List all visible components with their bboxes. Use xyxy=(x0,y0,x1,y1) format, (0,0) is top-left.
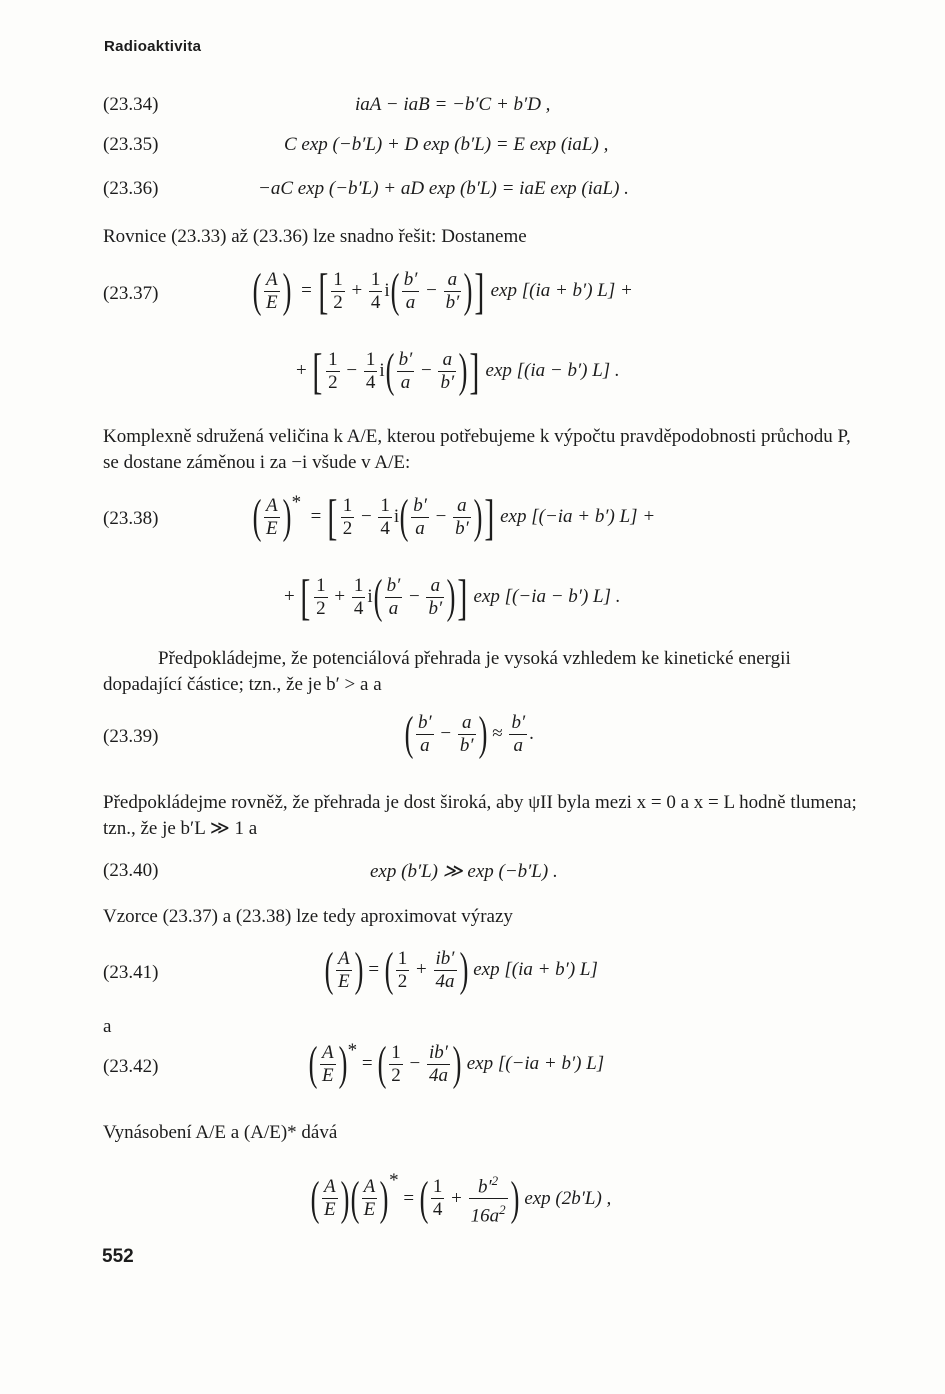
equation-23-35: C exp (−b′L) + D exp (b′L) = E exp (iaL) , xyxy=(284,134,609,155)
paragraph: Komplexně sdružená veličina k A/E, kterou potřebujeme k výpočtu pravděpodobnosti průchodu P, se dostane záměnou i za −i všude v A/E: xyxy=(103,426,851,473)
equation-23-40: exp (b′L) ≫ exp (−b′L) . xyxy=(370,861,558,882)
paragraph: Předpokládejme rovněž, že přehrada je dost široká, aby ψII byla mezi x = 0 a x = L hodně tlumena; tzn., že je b′L ≫ 1 a xyxy=(103,792,857,839)
paragraph: Vynásobení A/E a (A/E)* dává xyxy=(103,1122,338,1143)
equation-number: (23.38) xyxy=(103,508,159,529)
equation-23-37-line-1: ( $\frac{A}{E}$ ) = [ $\frac{1}{2}$ + $\frac{1}{4}$ i( $\frac{b'}{a}$ − $\frac{a}{b'}$ )] exp [(ia + b′) L] + xyxy=(252,263,633,319)
paragraph: a xyxy=(103,1016,112,1037)
equation-number: (23.37) xyxy=(103,283,159,304)
running-header: Radioaktivita xyxy=(104,38,202,55)
equation-number: (23.41) xyxy=(103,962,159,983)
equation-product: ( $\frac{A}{E}$ )( $\frac{A}{E}$ )* = ( $\frac{1}{4}$ + $\frac{b'^2}{16a^2}$ ) exp (2b′L) , xyxy=(310,1170,612,1227)
equation-number: (23.40) xyxy=(103,860,159,881)
paragraph: Rovnice (23.33) až (23.36) lze snadno řešit: Dostaneme xyxy=(103,226,527,247)
page-number: 552 xyxy=(102,1246,134,1267)
equation-number: (23.34) xyxy=(103,94,159,115)
equation-23-38-line-2: + [ $\frac{1}{2}$ + $\frac{1}{4}$ i( $\frac{b'}{a}$ − $\frac{a}{b'}$ )] exp [(−ia − b′) L] . xyxy=(284,569,621,625)
equation-23-37-line-2: + [ $\frac{1}{2}$ − $\frac{1}{4}$ i( $\frac{b'}{a}$ − $\frac{a}{b'}$ )] exp [(ia − b′) L] . xyxy=(296,343,620,399)
equation-23-38-line-1: ( $\frac{A}{E}$ )* = [ $\frac{1}{2}$ − $\frac{1}{4}$ i( $\frac{b'}{a}$ − $\frac{a}{b'}$ )] exp [(−ia + b′) L] + xyxy=(252,489,656,545)
paragraph: Vzorce (23.37) a (23.38) lze tedy aproximovat výrazy xyxy=(103,906,513,927)
equation-23-36: −aC exp (−b′L) + aD exp (b′L) = iaE exp (iaL) . xyxy=(258,178,629,199)
equation-23-42: ( $\frac{A}{E}$ )* = ( $\frac{1}{2}$ − $\frac{ib'}{4a}$ ) exp [(−ia + b′) L] xyxy=(308,1037,605,1090)
equation-number: (23.36) xyxy=(103,178,159,199)
equation-23-39: ( $\frac{b'}{a}$ − $\frac{a}{b'}$ ) ≈ $\frac{b'}{a}$ . xyxy=(404,707,534,760)
equation-number: (23.39) xyxy=(103,726,159,747)
equation-23-41: ( $\frac{A}{E}$ ) = ( $\frac{1}{2}$ + $\frac{ib'}{4a}$ ) exp [(ia + b′) L] xyxy=(324,943,598,996)
equation-23-34: iaA − iaB = −b′C + b′D , xyxy=(355,94,551,115)
equation-number: (23.35) xyxy=(103,134,159,155)
paragraph: Předpokládejme, že potenciálová přehrada je vysoká vzhledem ke kinetické energii dopadající částice; tzn., že je b′ > a a xyxy=(103,648,791,695)
equation-number: (23.42) xyxy=(103,1056,159,1077)
